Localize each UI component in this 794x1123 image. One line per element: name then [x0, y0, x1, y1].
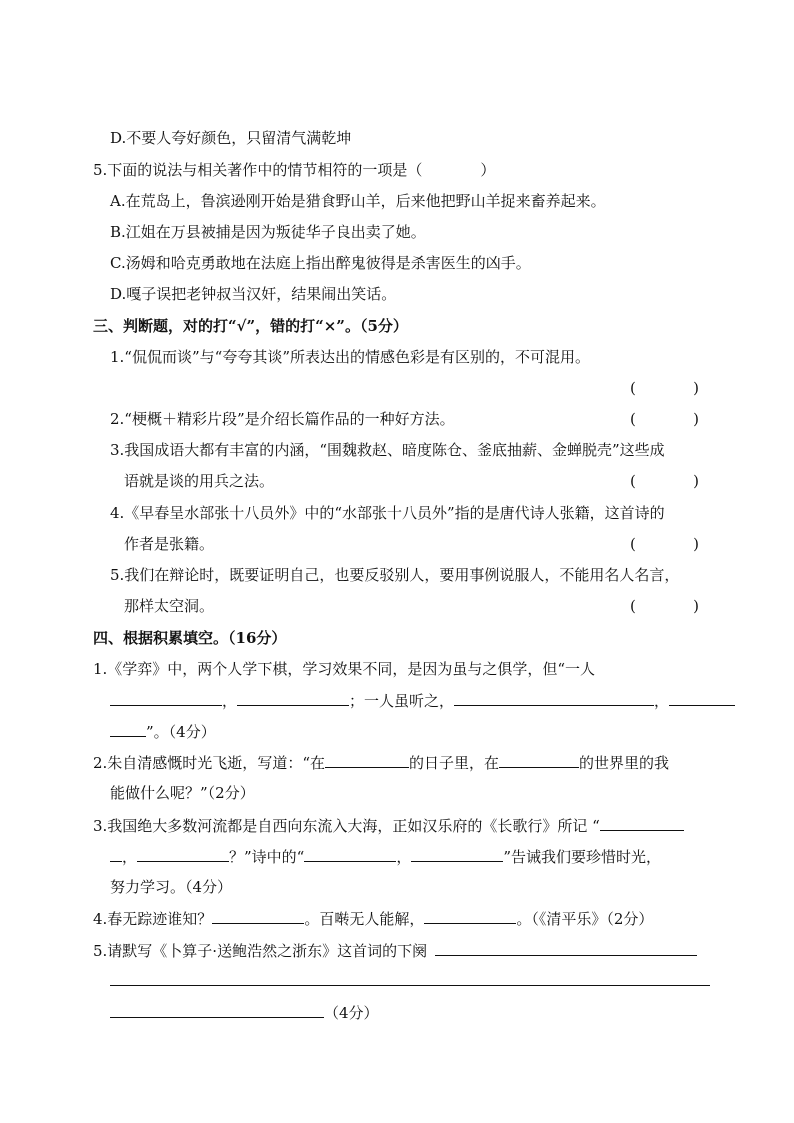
fill-blank[interactable]: [110, 1002, 324, 1018]
answer-paren-1[interactable]: ( ): [630, 379, 699, 397]
answer-line[interactable]: [110, 985, 710, 986]
fill-blank[interactable]: [212, 908, 304, 924]
answer-paren-5[interactable]: ( ): [630, 597, 699, 615]
fill-blank[interactable]: [424, 908, 516, 924]
judge-item-2: 2.“梗概＋精彩片段”是介绍长篇作品的一种好方法。: [110, 410, 455, 428]
fill-item-1: 1.《学弈》中，两个人学下棋，学习效果不同，是因为虽与之俱学，但“一人: [93, 660, 595, 678]
option-d-text: D.不要人夸好颜色，只留清气满乾坤: [110, 129, 352, 147]
judge-item-4-cont: 作者是张籍。: [124, 535, 215, 553]
fill-blank[interactable]: [304, 846, 396, 862]
option-d: D.嘎子误把老钟叔当汉奸，结果闹出笑话。: [110, 285, 397, 303]
judge-item-5-cont: 那样太空洞。: [124, 597, 215, 615]
answer-paren-4[interactable]: ( ): [630, 535, 699, 553]
judge-item-3-cont: 语就是谈的用兵之法。: [124, 472, 275, 490]
answer-paren-3[interactable]: ( ): [630, 472, 699, 490]
section-3-title: 三、判断题，对的打“√”，错的打“×”。（5分）: [93, 317, 408, 335]
fill-blank[interactable]: [411, 846, 503, 862]
fill-blank[interactable]: [325, 752, 409, 768]
judge-item-5: 5.我们在辩论时，既要证明自己，也要反驳别人，要用事例说服人，不能用名人名言，: [110, 566, 680, 584]
fill-blank[interactable]: [669, 690, 735, 706]
option-c: C.汤姆和哈克勇敢地在法庭上指出醉鬼彼得是杀害医生的凶手。: [110, 254, 531, 272]
fill-blank[interactable]: [110, 721, 146, 737]
judge-item-3: 3.我国成语大都有丰富的内涵，“围魏救赵、暗度陈仓、釜底抽薪、金蝉脱壳”这些成: [110, 441, 665, 459]
fill-item-1-blanks: ， ；一人虽听之， ，: [110, 690, 735, 711]
judge-item-1: 1.“侃侃而谈”与“夸夸其谈”所表达出的情感色彩是有区别的，不可混用。: [110, 348, 590, 366]
fill-item-5: 5.请默写《卜算子·送鲍浩然之浙东》这首词的下阕: [93, 940, 697, 961]
judge-item-4: 4.《早春呈水部张十八员外》中的“水部张十八员外”指的是唐代诗人张籍，这首诗的: [110, 504, 665, 522]
fill-blank[interactable]: [499, 752, 579, 768]
answer-paren-2[interactable]: ( ): [630, 410, 699, 428]
fill-blank[interactable]: [237, 690, 349, 706]
fill-item-3-end: 努力学习。（4分）: [110, 878, 233, 896]
fill-item-2-cont: 能做什么呢？”（2分）: [110, 784, 255, 802]
section-4-title: 四、根据积累填空。（16分）: [93, 629, 287, 647]
fill-item-2: 2.朱自清感慨时光飞逝，写道：“在 的日子里，在 的世界里的我: [93, 754, 670, 772]
fill-blank[interactable]: [600, 815, 684, 831]
fill-item-5-end: （4分）: [110, 1002, 379, 1023]
fill-blank[interactable]: [110, 846, 122, 862]
fill-item-3: 3.我国绝大多数河流都是自西向东流入大海，正如汉乐府的《长歌行》所记 “: [93, 815, 684, 836]
fill-blank[interactable]: [137, 846, 229, 862]
question-5-stem: 5.下面的说法与相关著作中的情节相符的一项是（ ）: [93, 161, 496, 179]
fill-item-1-end: ”。（4分）: [110, 721, 216, 742]
fill-blank[interactable]: [435, 940, 697, 956]
fill-item-4: 4.春无踪迹谁知？ 。百啭无人能解， 。（《清平乐》（2分）: [93, 910, 654, 928]
option-a: A.在荒岛上，鲁滨逊刚开始是猎食野山羊，后来他把野山羊捉来畜养起来。: [110, 192, 606, 210]
fill-blank[interactable]: [454, 690, 654, 706]
fill-item-3-cont: ， ？”诗中的“ ， ”告诫我们要珍惜时光，: [110, 846, 661, 867]
fill-blank[interactable]: [110, 690, 222, 706]
option-b: B.江姐在万县被捕是因为叛徒华子良出卖了她。: [110, 223, 426, 241]
